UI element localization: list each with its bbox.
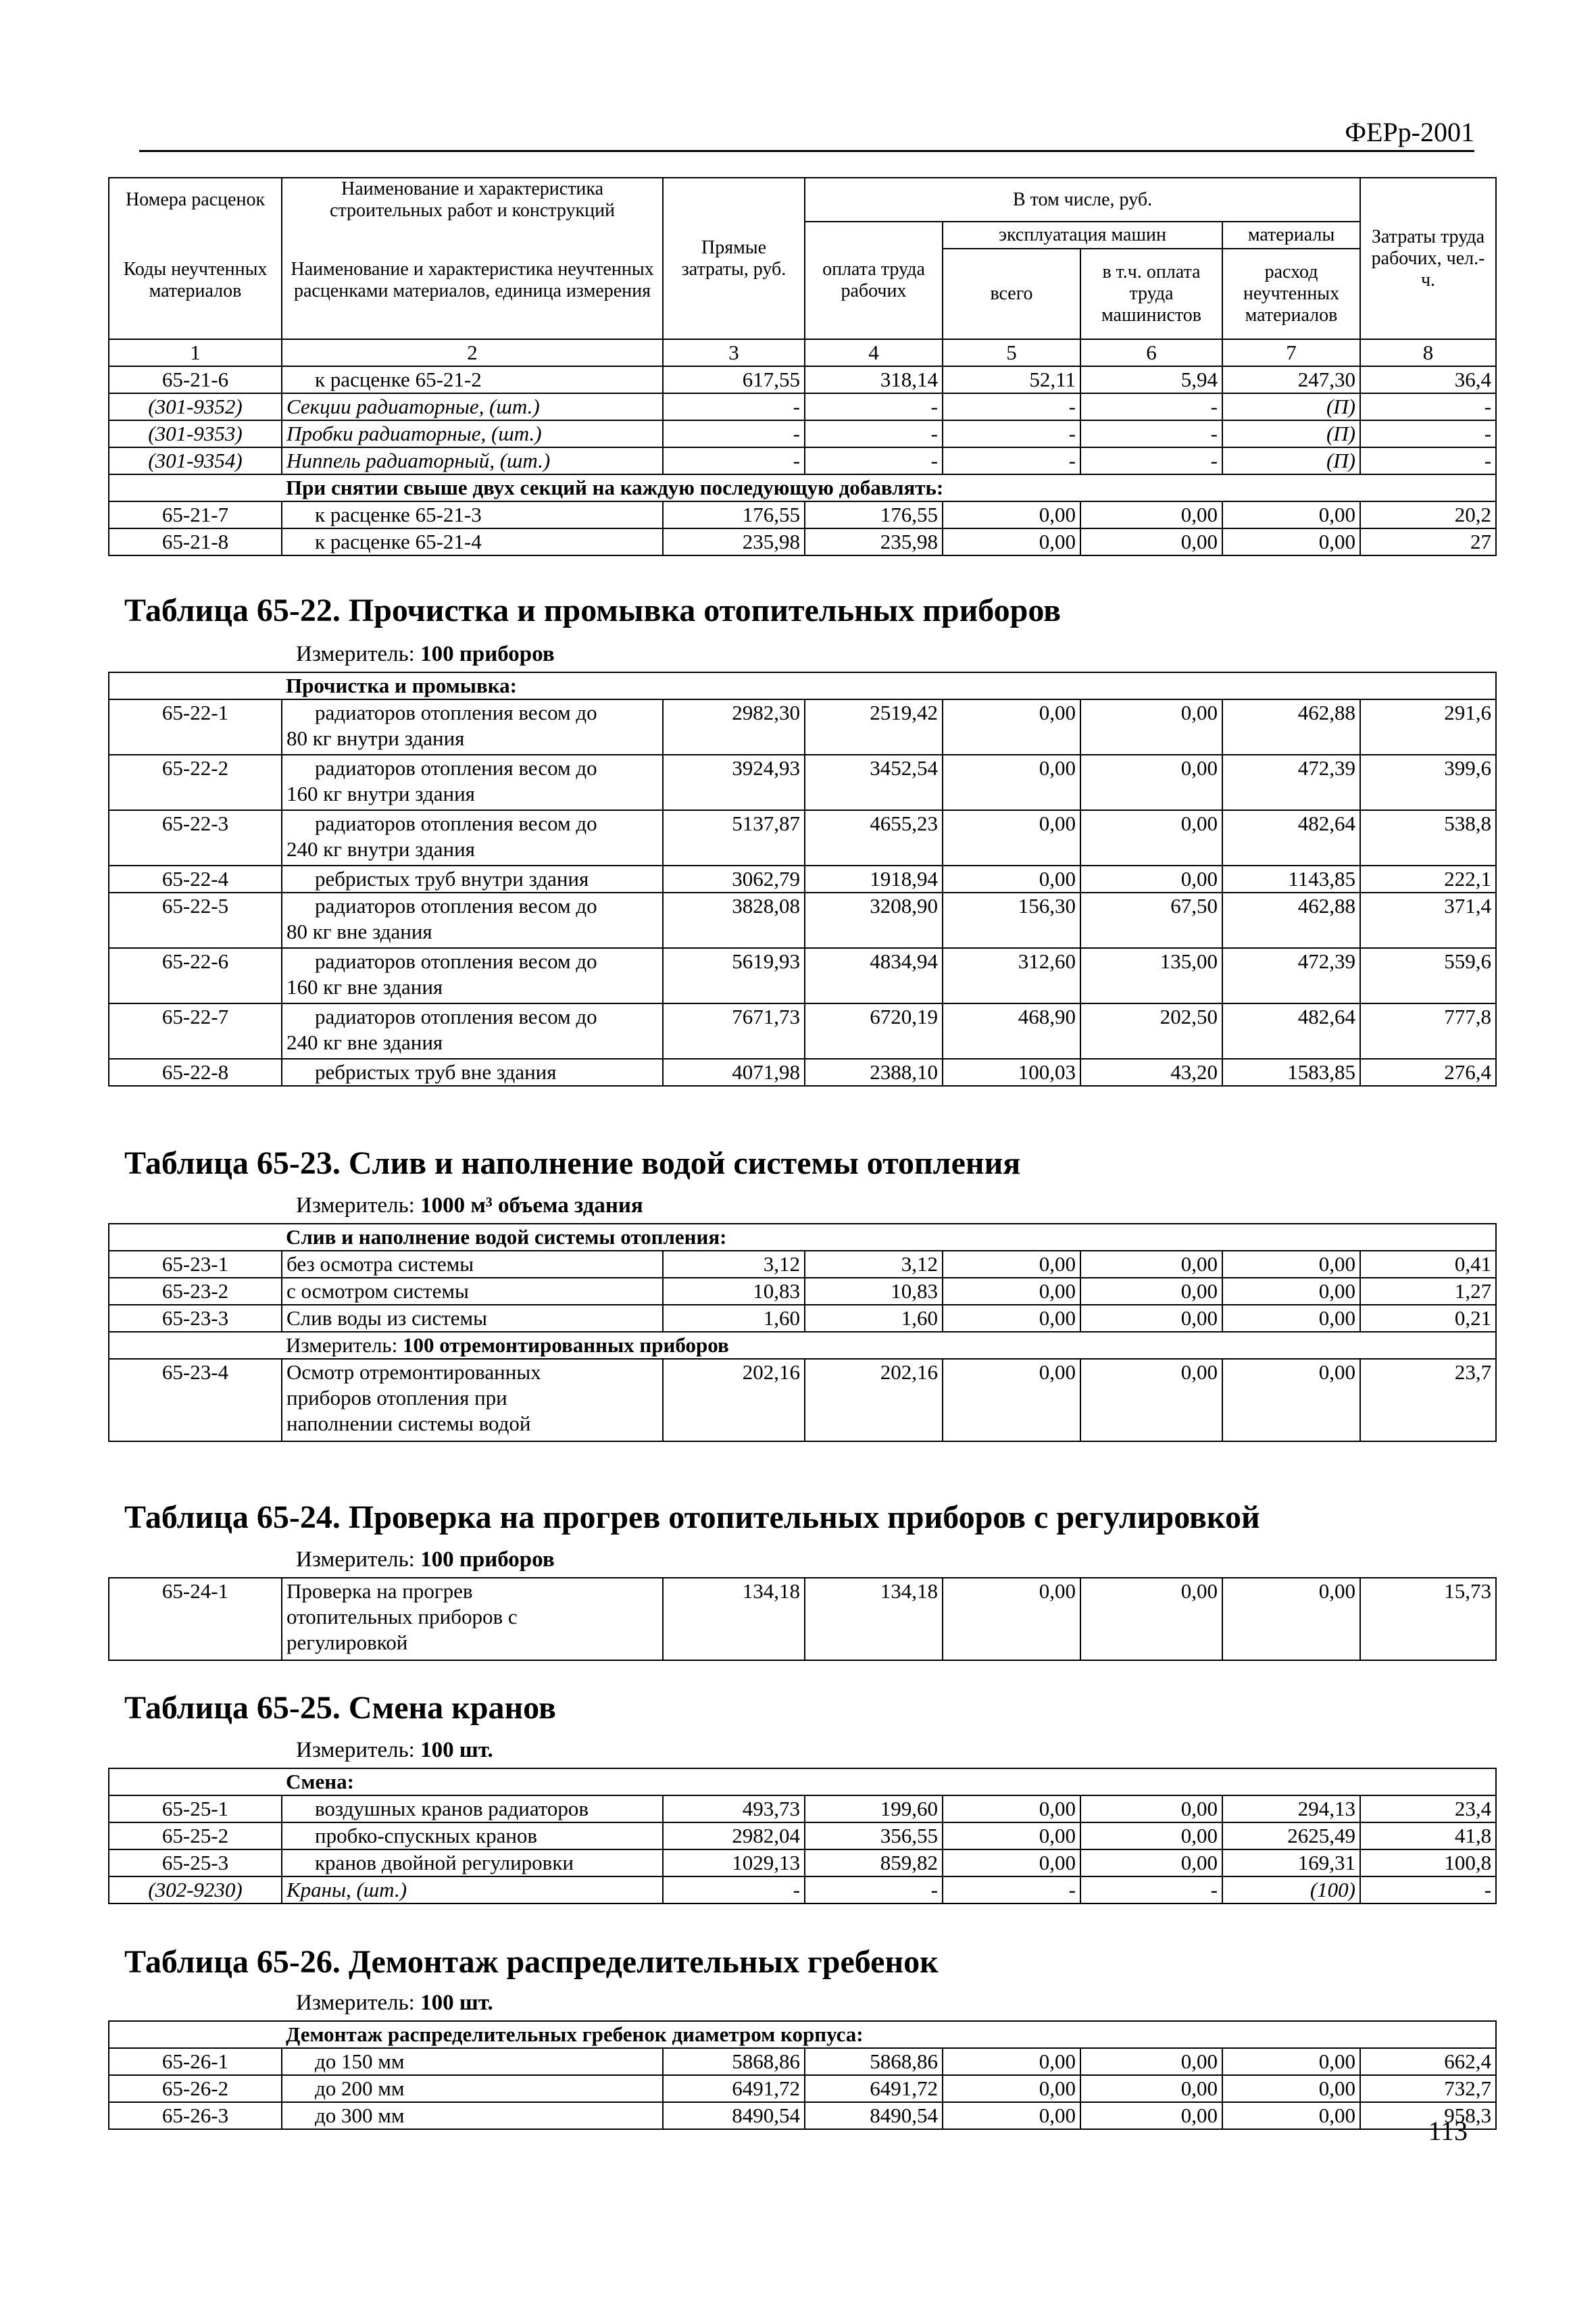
direct-cost: 3924,93 [663, 755, 805, 810]
rates-table-65-23 [108, 1223, 1497, 1442]
table-row [109, 2102, 1496, 2129]
direct-cost: - [663, 1876, 805, 1903]
labor-hours: 958,3 [1360, 2102, 1496, 2129]
rates-table-65-26 [108, 2020, 1497, 2130]
machines-total: 312,60 [943, 948, 1080, 1003]
section-spacer [109, 2021, 282, 2048]
labor-hours: 222,1 [1360, 866, 1496, 893]
rate-name: Краны, (шт.) [282, 1876, 663, 1903]
labor-hours: - [1360, 393, 1496, 420]
labor-pay: 176,55 [805, 501, 943, 528]
table-row [109, 393, 1496, 420]
direct-cost: 6491,72 [663, 2075, 805, 2102]
machines-total: 100,03 [943, 1059, 1080, 1086]
page-number: 113 [1428, 2116, 1468, 2146]
rate-name: к расценке 65-21-3 [282, 501, 663, 528]
table-row [109, 2075, 1496, 2102]
rate-code: 65-25-1 [109, 1795, 282, 1822]
table-row [109, 699, 1496, 755]
direct-cost: 617,55 [663, 366, 805, 393]
labor-hours: 100,8 [1360, 1849, 1496, 1876]
rate-name: пробко-спускных кранов [282, 1822, 663, 1849]
machinists-pay: 0,00 [1080, 1278, 1222, 1305]
t25-title: Таблица 65-25. Смена кранов [124, 1690, 556, 1726]
labor-pay: - [805, 420, 943, 447]
t26-measure: Измеритель: 100 шт. [296, 1991, 493, 2015]
machinists-pay: 0,00 [1080, 1251, 1222, 1278]
materials: 0,00 [1222, 1359, 1360, 1441]
machines-total: 0,00 [943, 1849, 1080, 1876]
rate-code: 65-21-8 [109, 528, 282, 555]
direct-cost: 1029,13 [663, 1849, 805, 1876]
rate-name: до 150 мм [282, 2048, 663, 2075]
machinists-pay: 67,50 [1080, 893, 1222, 948]
t25-measure: Измеритель: 100 шт. [296, 1738, 493, 1762]
col-num: 4 [805, 339, 943, 366]
labor-pay: 859,82 [805, 1849, 943, 1876]
machinists-pay: 0,00 [1080, 2048, 1222, 2075]
rate-name: радиаторов отопления весом до 240 кг вне здания [282, 1003, 663, 1059]
rate-code: 65-22-5 [109, 893, 282, 948]
col-num: 1 [109, 339, 282, 366]
machines-total: 0,00 [943, 866, 1080, 893]
materials: 0,00 [1222, 1278, 1360, 1305]
machines-total: 0,00 [943, 810, 1080, 866]
materials: 482,64 [1222, 1003, 1360, 1059]
direct-cost: 8490,54 [663, 2102, 805, 2129]
rate-name: Осмотр отремонтированных приборов отопления при наполнении системы водой [282, 1359, 663, 1441]
machines-total: - [943, 447, 1080, 474]
machinists-pay: 5,94 [1080, 366, 1222, 393]
series-header: ФЕРр-2001 [1345, 117, 1474, 147]
column-numbers-row [109, 339, 1496, 366]
machines-total: 0,00 [943, 1278, 1080, 1305]
machinists-pay: 202,50 [1080, 1003, 1222, 1059]
machines-total: 0,00 [943, 2102, 1080, 2129]
rates-table-65-22 [108, 672, 1497, 1087]
table-row [109, 1822, 1496, 1849]
direct-cost: 3828,08 [663, 893, 805, 948]
materials: 294,13 [1222, 1795, 1360, 1822]
machines-total: 0,00 [943, 1251, 1080, 1278]
rates-table-65-25 [108, 1768, 1497, 1904]
labor-hours: 291,6 [1360, 699, 1496, 755]
col-rates-header: Номера расценок [109, 178, 282, 222]
col-num: 2 [282, 339, 663, 366]
direct-cost: 1,60 [663, 1305, 805, 1332]
machines-total: 0,00 [943, 1578, 1080, 1660]
labor-pay: 6491,72 [805, 2075, 943, 2102]
col-direct-header: Прямые затраты, руб. [663, 178, 805, 339]
direct-cost: 7671,73 [663, 1003, 805, 1059]
t26-title: Таблица 65-26. Демонтаж распределительных гребенок [124, 1944, 939, 1980]
direct-cost: 3,12 [663, 1251, 805, 1278]
rate-code: 65-26-1 [109, 2048, 282, 2075]
labor-hours: 276,4 [1360, 1059, 1496, 1086]
table-row [109, 1876, 1496, 1903]
labor-hours: 27 [1360, 528, 1496, 555]
direct-cost: 2982,04 [663, 1822, 805, 1849]
machines-total: 0,00 [943, 528, 1080, 555]
labor-hours: 662,4 [1360, 2048, 1496, 2075]
t26-section: Демонтаж распределительных гребенок диаметром корпуса: [282, 2021, 1496, 2048]
rate-code: (301-9353) [109, 420, 282, 447]
table-row [109, 420, 1496, 447]
direct-cost: - [663, 393, 805, 420]
materials: 472,39 [1222, 948, 1360, 1003]
machinists-pay: 0,00 [1080, 866, 1222, 893]
rate-code: (302-9230) [109, 1876, 282, 1903]
direct-cost: 2982,30 [663, 699, 805, 755]
labor-pay: 134,18 [805, 1578, 943, 1660]
col-labor-cost-header: Затраты труда рабочих, чел.-ч. [1360, 178, 1496, 339]
rate-code: 65-23-2 [109, 1278, 282, 1305]
t22-section: Прочистка и промывка: [282, 672, 1496, 699]
direct-cost: - [663, 420, 805, 447]
rate-name: Слив воды из системы [282, 1305, 663, 1332]
direct-cost: 134,18 [663, 1578, 805, 1660]
labor-hours: 0,41 [1360, 1251, 1496, 1278]
section-spacer [109, 1332, 282, 1359]
rate-code: 65-23-4 [109, 1359, 282, 1441]
col-total-header: всего [943, 249, 1080, 339]
rates-table-65-24 [108, 1577, 1497, 1661]
labor-pay: 6720,19 [805, 1003, 943, 1059]
direct-cost: 5619,93 [663, 948, 805, 1003]
table-row [109, 866, 1496, 893]
rate-name: ребристых труб вне здания [282, 1059, 663, 1086]
labor-hours: 399,6 [1360, 755, 1496, 810]
machines-total: - [943, 393, 1080, 420]
machinists-pay: 0,00 [1080, 1578, 1222, 1660]
col-codes-header: Коды неучтенных материалов [109, 222, 282, 339]
materials: 1143,85 [1222, 866, 1360, 893]
machines-total: 52,11 [943, 366, 1080, 393]
rate-name: до 200 мм [282, 2075, 663, 2102]
table-row [109, 1849, 1496, 1876]
materials: (100) [1222, 1876, 1360, 1903]
direct-cost: 3062,79 [663, 866, 805, 893]
col-num: 8 [1360, 339, 1496, 366]
rate-name: радиаторов отопления весом до 240 кг внутри здания [282, 810, 663, 866]
labor-hours: 1,27 [1360, 1278, 1496, 1305]
labor-pay: 1918,94 [805, 866, 943, 893]
rate-code: 65-22-4 [109, 866, 282, 893]
rate-name: Пробки радиаторные, (шт.) [282, 420, 663, 447]
machinists-pay: 0,00 [1080, 810, 1222, 866]
direct-cost: 176,55 [663, 501, 805, 528]
rate-code: 65-22-1 [109, 699, 282, 755]
section-spacer [109, 474, 282, 501]
table-row [109, 1359, 1496, 1441]
materials: 482,64 [1222, 810, 1360, 866]
labor-pay: 318,14 [805, 366, 943, 393]
labor-hours: 371,4 [1360, 893, 1496, 948]
table-row [109, 755, 1496, 810]
labor-pay: 10,83 [805, 1278, 943, 1305]
machinists-pay: - [1080, 1876, 1222, 1903]
labor-hours: 538,8 [1360, 810, 1496, 866]
rate-name: к расценке 65-21-2 [282, 366, 663, 393]
materials: 0,00 [1222, 1251, 1360, 1278]
materials: 0,00 [1222, 1578, 1360, 1660]
machines-total: 0,00 [943, 1359, 1080, 1441]
labor-pay: 1,60 [805, 1305, 943, 1332]
materials: 247,30 [1222, 366, 1360, 393]
labor-hours: - [1360, 1876, 1496, 1903]
machines-total: 0,00 [943, 1305, 1080, 1332]
machines-total: 0,00 [943, 2048, 1080, 2075]
table-row [109, 948, 1496, 1003]
t23-section: Слив и наполнение водой системы отопления: [282, 1224, 1496, 1251]
col-num: 7 [1222, 339, 1360, 366]
table-row [109, 447, 1496, 474]
machines-total: 0,00 [943, 2075, 1080, 2102]
machines-total: 156,30 [943, 893, 1080, 948]
t23-title: Таблица 65-23. Слив и наполнение водой системы отопления [124, 1145, 1021, 1181]
header-rule [139, 150, 1474, 152]
machinists-pay: 0,00 [1080, 699, 1222, 755]
table-row [109, 1795, 1496, 1822]
rate-name: Проверка на прогрев отопительных приборов с регулировкой [282, 1578, 663, 1660]
materials: 0,00 [1222, 1305, 1360, 1332]
materials: (П) [1222, 447, 1360, 474]
labor-hours: 36,4 [1360, 366, 1496, 393]
machines-total: 0,00 [943, 699, 1080, 755]
machines-total: - [943, 420, 1080, 447]
table-row [109, 528, 1496, 555]
labor-hours: 0,21 [1360, 1305, 1496, 1332]
labor-pay: 3452,54 [805, 755, 943, 810]
labor-hours: - [1360, 420, 1496, 447]
direct-cost: 10,83 [663, 1278, 805, 1305]
t1-note: При снятии свыше двух секций на каждую последующую добавлять: [282, 474, 1496, 501]
t22-measure: Измеритель: 100 приборов [296, 642, 555, 666]
direct-cost: - [663, 447, 805, 474]
col-num: 5 [943, 339, 1080, 366]
direct-cost: 235,98 [663, 528, 805, 555]
labor-pay: 4655,23 [805, 810, 943, 866]
materials: 0,00 [1222, 528, 1360, 555]
labor-pay: 5868,86 [805, 2048, 943, 2075]
rate-code: 65-25-2 [109, 1822, 282, 1849]
machinists-pay: - [1080, 447, 1222, 474]
machinists-pay: 0,00 [1080, 2075, 1222, 2102]
section-spacer [109, 1768, 282, 1795]
table-row [109, 1305, 1496, 1332]
t23-measure2: Измеритель: 100 отремонтированных приборов [282, 1332, 1496, 1359]
materials: 2625,49 [1222, 1822, 1360, 1849]
machines-total: 0,00 [943, 1822, 1080, 1849]
table-row [109, 1278, 1496, 1305]
machinists-pay: - [1080, 393, 1222, 420]
rate-code: 65-25-3 [109, 1849, 282, 1876]
machinists-pay: 0,00 [1080, 1795, 1222, 1822]
materials: 0,00 [1222, 2102, 1360, 2129]
rate-name: с осмотром системы [282, 1278, 663, 1305]
col-mat-use-header: расход неучтенных материалов [1222, 249, 1360, 339]
direct-cost: 5137,87 [663, 810, 805, 866]
rates-table-65-21 [108, 177, 1497, 556]
t25-section: Смена: [282, 1768, 1496, 1795]
col-machinists-header: в т.ч. оплата труда машинистов [1080, 249, 1222, 339]
t24-measure: Измеритель: 100 приборов [296, 1547, 555, 1572]
materials: (П) [1222, 393, 1360, 420]
labor-hours: 41,8 [1360, 1822, 1496, 1849]
table-row [109, 501, 1496, 528]
materials: 1583,85 [1222, 1059, 1360, 1086]
table-row [109, 2048, 1496, 2075]
labor-hours: 20,2 [1360, 501, 1496, 528]
machinists-pay: 0,00 [1080, 501, 1222, 528]
machines-total: - [943, 1876, 1080, 1903]
table-row [109, 1003, 1496, 1059]
rate-name: воздушных кранов радиаторов [282, 1795, 663, 1822]
machines-total: 0,00 [943, 1795, 1080, 1822]
direct-cost: 5868,86 [663, 2048, 805, 2075]
labor-pay: 4834,94 [805, 948, 943, 1003]
section-spacer [109, 1224, 282, 1251]
materials: 462,88 [1222, 893, 1360, 948]
rate-code: 65-24-1 [109, 1578, 282, 1660]
rate-name: радиаторов отопления весом до 80 кг вне здания [282, 893, 663, 948]
labor-pay: 356,55 [805, 1822, 943, 1849]
table-row [109, 893, 1496, 948]
labor-pay: 3208,90 [805, 893, 943, 948]
labor-pay: 2519,42 [805, 699, 943, 755]
labor-pay: 8490,54 [805, 2102, 943, 2129]
rate-name: кранов двойной регулировки [282, 1849, 663, 1876]
rate-name: радиаторов отопления весом до 80 кг внутри здания [282, 699, 663, 755]
labor-pay: - [805, 393, 943, 420]
labor-pay: 199,60 [805, 1795, 943, 1822]
machinists-pay: 0,00 [1080, 528, 1222, 555]
machinists-pay: 0,00 [1080, 1305, 1222, 1332]
labor-hours: 15,73 [1360, 1578, 1496, 1660]
rate-code: (301-9352) [109, 393, 282, 420]
rate-code: 65-22-6 [109, 948, 282, 1003]
rate-code: (301-9354) [109, 447, 282, 474]
table-row [109, 1059, 1496, 1086]
rate-name: к расценке 65-21-4 [282, 528, 663, 555]
rate-code: 65-26-2 [109, 2075, 282, 2102]
rate-code: 65-21-6 [109, 366, 282, 393]
col-name1-header: Наименование и характеристика строительных работ и конструкций [282, 178, 663, 222]
col-materials-header: материалы [1222, 222, 1360, 249]
labor-pay: 235,98 [805, 528, 943, 555]
machinists-pay: 0,00 [1080, 1849, 1222, 1876]
rate-code: 65-22-2 [109, 755, 282, 810]
rate-code: 65-22-7 [109, 1003, 282, 1059]
materials: (П) [1222, 420, 1360, 447]
materials: 0,00 [1222, 2048, 1360, 2075]
machinists-pay: 135,00 [1080, 948, 1222, 1003]
col-labor-header: оплата труда рабочих [805, 222, 943, 339]
machinists-pay: - [1080, 420, 1222, 447]
section-spacer [109, 672, 282, 699]
rate-code: 65-21-7 [109, 501, 282, 528]
col-num: 6 [1080, 339, 1222, 366]
table-row [109, 366, 1496, 393]
labor-pay: - [805, 1876, 943, 1903]
rate-name: без осмотра системы [282, 1251, 663, 1278]
labor-pay: 202,16 [805, 1359, 943, 1441]
rate-name: радиаторов отопления весом до 160 кг внутри здания [282, 755, 663, 810]
labor-hours: 559,6 [1360, 948, 1496, 1003]
machines-total: 468,90 [943, 1003, 1080, 1059]
rate-code: 65-22-3 [109, 810, 282, 866]
rate-name: ребристых труб внутри здания [282, 866, 663, 893]
rate-code: 65-23-1 [109, 1251, 282, 1278]
rate-code: 65-22-8 [109, 1059, 282, 1086]
col-name2-header: Наименование и характеристика неучтенных расценками материалов, единица измерения [282, 222, 663, 339]
rate-code: 65-23-3 [109, 1305, 282, 1332]
labor-pay: - [805, 447, 943, 474]
machinists-pay: 0,00 [1080, 2102, 1222, 2129]
machinists-pay: 43,20 [1080, 1059, 1222, 1086]
labor-pay: 2388,10 [805, 1059, 943, 1086]
t22-title: Таблица 65-22. Прочистка и промывка отопительных приборов [124, 593, 1062, 628]
direct-cost: 202,16 [663, 1359, 805, 1441]
materials: 462,88 [1222, 699, 1360, 755]
table-row [109, 810, 1496, 866]
rate-code: 65-26-3 [109, 2102, 282, 2129]
col-incl-header: В том числе, руб. [805, 178, 1360, 222]
materials: 169,31 [1222, 1849, 1360, 1876]
t23-measure: Измеритель: 1000 м³ объема здания [296, 1193, 643, 1218]
machines-total: 0,00 [943, 755, 1080, 810]
machines-total: 0,00 [943, 501, 1080, 528]
rate-name: радиаторов отопления весом до 160 кг вне здания [282, 948, 663, 1003]
col-machines-header: эксплуатация машин [943, 222, 1222, 249]
t24-title: Таблица 65-24. Проверка на прогрев отопительных приборов с регулировкой [124, 1499, 1260, 1535]
table-row [109, 1578, 1496, 1660]
direct-cost: 493,73 [663, 1795, 805, 1822]
labor-pay: 3,12 [805, 1251, 943, 1278]
rate-name: Ниппель радиаторный, (шт.) [282, 447, 663, 474]
rate-name: до 300 мм [282, 2102, 663, 2129]
labor-hours: 23,4 [1360, 1795, 1496, 1822]
labor-hours: 23,7 [1360, 1359, 1496, 1441]
machinists-pay: 0,00 [1080, 1359, 1222, 1441]
col-num: 3 [663, 339, 805, 366]
labor-hours: - [1360, 447, 1496, 474]
machinists-pay: 0,00 [1080, 755, 1222, 810]
labor-hours: 732,7 [1360, 2075, 1496, 2102]
labor-hours: 777,8 [1360, 1003, 1496, 1059]
materials: 0,00 [1222, 2075, 1360, 2102]
rate-name: Секции радиаторные, (шт.) [282, 393, 663, 420]
materials: 472,39 [1222, 755, 1360, 810]
table-row [109, 1251, 1496, 1278]
materials: 0,00 [1222, 501, 1360, 528]
machinists-pay: 0,00 [1080, 1822, 1222, 1849]
direct-cost: 4071,98 [663, 1059, 805, 1086]
